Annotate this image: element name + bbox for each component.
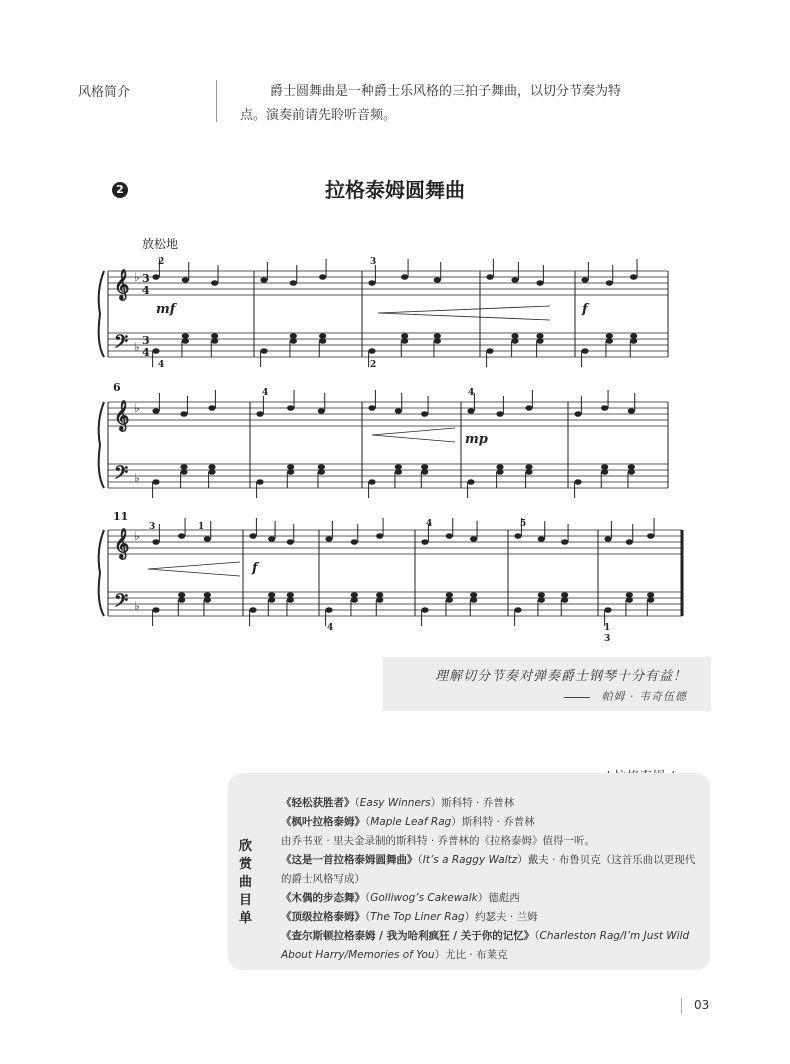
note-head — [628, 464, 635, 470]
note-head — [561, 597, 568, 603]
note-head — [511, 338, 518, 344]
measure-number: 6 — [113, 381, 121, 394]
note-head — [152, 539, 159, 545]
note-head — [401, 274, 408, 280]
note-head — [561, 592, 568, 598]
note-head — [421, 539, 428, 545]
fingering-number: 4 — [468, 388, 475, 398]
note-head — [630, 274, 637, 280]
note-head — [152, 348, 159, 354]
piece-number-badge: 2 — [112, 182, 128, 198]
list-item-title: 《枫叶拉格泰姆》 — [281, 816, 365, 828]
note-head — [574, 479, 581, 485]
list-item-english-title: （Charleston Rag/I’m Just Wild About Harry/Memories of You） — [281, 930, 690, 961]
note-head — [606, 333, 613, 339]
note-head — [178, 533, 185, 539]
fingering-number: 1 — [198, 522, 205, 532]
note-head — [395, 408, 402, 414]
note-head — [606, 280, 613, 286]
note-head — [368, 280, 375, 286]
note-head — [630, 333, 637, 339]
note-head — [647, 597, 654, 603]
note-head — [287, 597, 294, 603]
note-head — [376, 592, 383, 598]
note-head — [525, 469, 532, 475]
note-head — [290, 333, 297, 339]
note-head — [647, 592, 654, 598]
list-item-text: 戴夫 · 布鲁贝克（这首乐曲以更现代的爵士风格写成） — [281, 854, 696, 885]
note-head — [260, 277, 267, 283]
list-item-english-title: （The Top Liner Rag） — [365, 911, 476, 923]
list-item-title: 《木偶的步态舞》 — [281, 892, 365, 904]
list-item — [281, 851, 699, 889]
note-head — [249, 533, 256, 539]
note-head — [626, 539, 633, 545]
note-head — [268, 597, 275, 603]
fingering-number: 4 — [426, 519, 433, 529]
note-head — [204, 592, 211, 598]
note-head — [604, 536, 611, 542]
fingering-number: 4 — [262, 388, 269, 398]
fingering-number: 4 — [327, 623, 334, 633]
note-head — [152, 607, 159, 613]
note-head — [470, 536, 477, 542]
list-item-english-title: （Maple Leaf Rag） — [365, 816, 462, 828]
note-head — [601, 405, 608, 411]
style-intro-label: 风格简介 — [78, 85, 131, 100]
note-head — [319, 333, 326, 339]
note-head — [581, 277, 588, 283]
note-head — [152, 479, 159, 485]
fingering-number: 2 — [370, 360, 377, 370]
note-head — [368, 405, 375, 411]
listening-side-label: 欣赏曲目单 — [239, 839, 253, 926]
note-head — [287, 405, 294, 411]
quote-box — [383, 657, 711, 711]
quote-text: 理解切分节奏对弹奏爵士钢琴十分有益！ — [434, 669, 687, 684]
note-head — [446, 597, 453, 603]
note-head — [319, 274, 326, 280]
note-head — [178, 597, 185, 603]
note-head — [319, 338, 326, 344]
fingering-number: 2 — [158, 257, 165, 267]
note-head — [211, 338, 218, 344]
note-head — [538, 592, 545, 598]
treble-clef: 𝄞 — [114, 270, 130, 300]
note-head — [318, 464, 325, 470]
hairpin — [148, 562, 240, 576]
note-head — [401, 338, 408, 344]
note-head — [626, 592, 633, 598]
bass-clef: 𝄢 — [114, 590, 129, 616]
key-signature: ♭ — [134, 340, 140, 354]
piece-title: 拉格泰姆圆舞曲 — [325, 178, 465, 202]
bass-clef: 𝄢 — [114, 331, 129, 357]
note-head — [486, 274, 493, 280]
note-head — [182, 338, 189, 344]
note-head — [182, 277, 189, 283]
note-head — [536, 333, 543, 339]
note-head — [496, 411, 503, 417]
list-item-english-title: （It’s a Raggy Waltz） — [417, 854, 528, 866]
note-head — [446, 533, 453, 539]
style-intro-text: 爵士圆舞曲是一种爵士乐风格的三拍子舞曲，以切分节奏为特点。演奏前请先聆听音频。 — [240, 84, 622, 123]
treble-clef: 𝄞 — [114, 529, 130, 559]
note-head — [606, 338, 613, 344]
note-head — [647, 533, 654, 539]
list-item-text: 由乔书亚 · 里夫金录制的斯科特 · 乔普林的《拉格泰姆》值得一听。 — [281, 835, 596, 847]
key-signature: ♭ — [134, 529, 140, 543]
list-item-text: 德彪西 — [488, 892, 520, 904]
dynamic-marking: mf — [156, 302, 176, 317]
note-head — [496, 469, 503, 475]
note-head — [204, 597, 211, 603]
note-head — [152, 408, 159, 414]
note-head — [434, 333, 441, 339]
note-head — [211, 333, 218, 339]
note-head — [368, 479, 375, 485]
list-item-english-title: （Golliwog’s Cakewalk） — [365, 892, 489, 904]
fingering-number: 4 — [158, 360, 165, 370]
note-head — [208, 405, 215, 411]
list-item-text: 斯科特 · 乔普林 — [461, 816, 535, 828]
hairpin — [372, 428, 455, 442]
note-head — [536, 338, 543, 344]
note-head — [351, 597, 358, 603]
page-number-divider — [681, 998, 682, 1014]
list-item — [281, 889, 699, 908]
brace — [99, 402, 104, 488]
note-head — [628, 469, 635, 475]
brace — [99, 271, 104, 357]
note-head — [434, 277, 441, 283]
tempo-marking: 放松地 — [142, 237, 179, 251]
fingering-number: 1 — [604, 623, 611, 633]
dynamic-marking: f — [252, 561, 258, 576]
note-head — [368, 348, 375, 354]
note-head — [536, 280, 543, 286]
note-head — [376, 597, 383, 603]
note-head — [401, 333, 408, 339]
note-head — [601, 469, 608, 475]
note-head — [470, 597, 477, 603]
list-item-text: 斯科特 · 乔普林 — [441, 797, 515, 809]
fingering-number: 3 — [370, 257, 377, 267]
list-item-title: 《查尔斯顿拉格泰姆 / 我为哈利疯狂 / 关于你的记忆》 — [281, 930, 535, 942]
time-signature: 4 — [142, 284, 150, 297]
note-head — [511, 277, 518, 283]
note-head — [287, 464, 294, 470]
note-head — [574, 411, 581, 417]
note-head — [525, 464, 532, 470]
list-item-title: 《轻松获胜者》 — [281, 797, 355, 809]
note-head — [538, 597, 545, 603]
fingering-number: 3 — [149, 522, 156, 532]
key-signature: ♭ — [134, 270, 140, 284]
list-item — [281, 794, 699, 813]
key-signature: ♭ — [134, 471, 140, 485]
note-head — [514, 607, 521, 613]
page-number: 03 — [694, 998, 710, 1012]
note-head — [256, 479, 263, 485]
measure-number: 11 — [113, 510, 129, 523]
note-head — [180, 469, 187, 475]
note-head — [395, 464, 402, 470]
fingering-number: 3 — [604, 634, 611, 644]
list-item-english-title: （Easy Winners） — [354, 797, 442, 809]
list-item — [281, 927, 699, 965]
note-head — [290, 338, 297, 344]
note-head — [421, 607, 428, 613]
note-head — [626, 597, 633, 603]
note-head — [525, 405, 532, 411]
note-head — [395, 469, 402, 475]
note-head — [287, 539, 294, 545]
list-item — [281, 832, 699, 851]
note-head — [178, 592, 185, 598]
note-head — [180, 464, 187, 470]
treble-clef: 𝄞 — [114, 401, 130, 431]
time-signature: 4 — [142, 346, 150, 359]
note-head — [470, 592, 477, 598]
note-head — [446, 592, 453, 598]
note-head — [538, 536, 545, 542]
note-head — [421, 469, 428, 475]
note-head — [260, 348, 267, 354]
note-head — [208, 469, 215, 475]
list-item-title: 《这是一首拉格泰姆圆舞曲》 — [281, 854, 418, 866]
bass-clef: 𝄢 — [114, 462, 129, 488]
note-head — [376, 533, 383, 539]
note-head — [211, 280, 218, 286]
note-head — [628, 408, 635, 414]
note-head — [630, 338, 637, 344]
note-head — [581, 348, 588, 354]
list-item — [281, 908, 699, 927]
note-head — [351, 592, 358, 598]
note-head — [318, 408, 325, 414]
note-head — [256, 411, 263, 417]
note-head — [604, 607, 611, 613]
note-head — [318, 469, 325, 475]
note-head — [182, 333, 189, 339]
list-item-title: 《顶级拉格泰姆》 — [281, 911, 365, 923]
note-head — [421, 411, 428, 417]
note-head — [421, 464, 428, 470]
list-item-text: 尤比 · 布莱克 — [445, 949, 508, 961]
note-head — [467, 479, 474, 485]
key-signature: ♭ — [134, 599, 140, 613]
note-head — [434, 338, 441, 344]
time-signature: 3 — [142, 334, 150, 347]
note-head — [249, 607, 256, 613]
note-head — [268, 536, 275, 542]
note-head — [268, 592, 275, 598]
quote-author-name: 帕姆 · 韦奇伍德 — [601, 690, 687, 703]
note-head — [287, 469, 294, 475]
note-head — [486, 348, 493, 354]
hairpin — [378, 306, 550, 320]
key-signature: ♭ — [134, 401, 140, 415]
note-head — [325, 607, 332, 613]
quote-author — [564, 688, 688, 704]
note-head — [208, 464, 215, 470]
note-head — [204, 536, 211, 542]
list-item — [281, 813, 699, 832]
note-head — [287, 592, 294, 598]
note-head — [152, 274, 159, 280]
note-head — [561, 539, 568, 545]
note-head — [511, 333, 518, 339]
note-head — [467, 408, 474, 414]
dynamic-marking: f — [582, 302, 588, 317]
listening-list — [281, 794, 699, 965]
time-signature: 3 — [142, 272, 150, 285]
list-item-text: 约瑟夫 · 兰姆 — [475, 911, 538, 923]
note-head — [514, 533, 521, 539]
fingering-number: 5 — [520, 519, 527, 529]
dynamic-marking: mp — [465, 432, 488, 447]
note-head — [290, 280, 297, 286]
note-head — [351, 539, 358, 545]
note-head — [180, 411, 187, 417]
note-head — [496, 464, 503, 470]
note-head — [325, 536, 332, 542]
brace — [99, 530, 104, 616]
note-head — [601, 464, 608, 470]
